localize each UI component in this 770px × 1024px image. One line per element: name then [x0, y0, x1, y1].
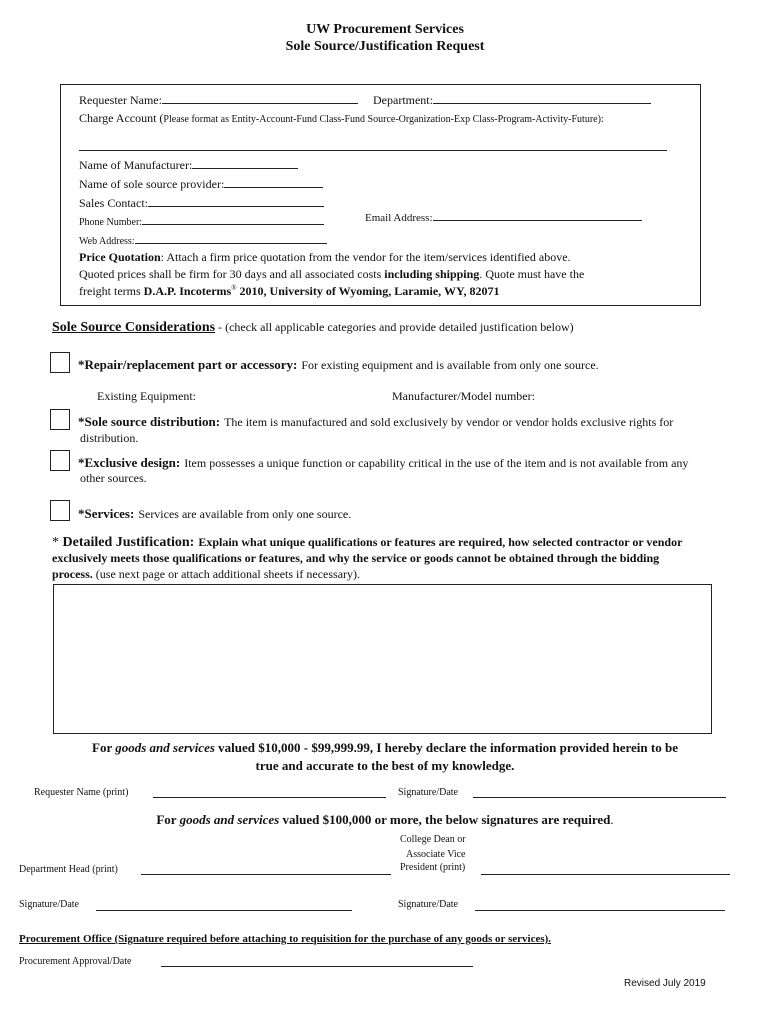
- justification-heading: Detailed Justification:: [62, 535, 195, 550]
- sales-contact-label: Sales Contact:: [79, 196, 148, 210]
- price-quote-text1: : Attach a firm price quotation from the vendor for the item/services identified above.: [160, 250, 571, 264]
- repair-part-title: *Repair/replacement part or accessory:: [78, 357, 298, 372]
- manufacturer-field[interactable]: [192, 157, 298, 169]
- provider-label: Name of sole source provider:: [79, 177, 225, 191]
- services-row: [78, 505, 351, 523]
- web-row: [79, 232, 327, 247]
- declaration-text: valued $10,000 - $99,999.99, I hereby declare the information provided herein to be: [214, 740, 678, 755]
- declaration-line1: [0, 740, 770, 756]
- charge-account-label: Charge Account (: [79, 111, 164, 125]
- requester-name-row: [79, 92, 358, 108]
- repair-part-checkbox[interactable]: [50, 352, 70, 373]
- price-quote-line2: [79, 267, 584, 282]
- sales-contact-field[interactable]: [148, 195, 324, 207]
- procurement-approval-label: Procurement Approval/Date: [19, 956, 132, 967]
- phone-label: Phone Number:: [79, 217, 143, 228]
- justification-line1: [52, 533, 682, 551]
- requester-print-field[interactable]: [153, 797, 386, 798]
- repair-part-row: [78, 356, 599, 374]
- phone-field[interactable]: [142, 213, 324, 225]
- form-title-line1: UW Procurement Services: [306, 22, 464, 37]
- large-purchase-for: For: [156, 812, 180, 827]
- large-purchase-goods: goods and services: [179, 812, 280, 827]
- justification-note: (use next page or attach additional sheets if necessary).: [92, 567, 361, 581]
- requester-signature-label: Signature/Date: [398, 787, 458, 798]
- email-label: Email Address:: [365, 212, 433, 224]
- sole-distribution-checkbox[interactable]: [50, 409, 70, 430]
- sales-contact-row: [79, 195, 324, 211]
- considerations-heading: Sole Source Considerations: [52, 320, 216, 335]
- sole-distribution-title: *Sole source distribution:: [78, 414, 221, 429]
- existing-equipment-label: Existing Equipment:: [97, 389, 196, 403]
- justification-line3: [52, 567, 360, 582]
- requester-name-field[interactable]: [162, 92, 358, 104]
- dean-label-1: College Dean or: [400, 834, 466, 845]
- exclusive-design-text2: other sources.: [80, 471, 147, 485]
- department-label: Department:: [373, 93, 433, 107]
- dept-head-signature-label: Signature/Date: [19, 899, 79, 910]
- department-row: [373, 92, 651, 108]
- dept-head-label: Department Head (print): [19, 864, 118, 875]
- considerations-note: - (check all applicable categories and provide detailed justification below): [215, 320, 574, 334]
- justification-process: process.: [52, 567, 93, 581]
- charge-account-row: [79, 111, 604, 126]
- services-text: Services are available from only one source.: [138, 507, 352, 521]
- phone-row: [79, 213, 324, 228]
- services-checkbox[interactable]: [50, 500, 70, 521]
- price-quote-shipping: including shipping: [384, 267, 480, 281]
- declaration-for: For: [92, 740, 116, 755]
- dept-head-signature-field[interactable]: [96, 910, 352, 911]
- exclusive-design-row: [78, 454, 688, 472]
- charge-account-hint: Please format as Entity-Account-Fund Class-Fund Source-Organization-Exp Class-Program-Activity-Future):: [163, 114, 604, 125]
- form-title-line2: Sole Source/Justification Request: [285, 39, 485, 54]
- price-quote-line1: [79, 250, 571, 265]
- dean-label-2: Associate Vice: [406, 849, 466, 860]
- large-purchase-period: .: [610, 812, 614, 827]
- procurement-approval-field[interactable]: [161, 966, 473, 967]
- incoterms-location: 2010, University of Wyoming, Laramie, WY, 82071: [236, 284, 500, 298]
- procurement-heading: Procurement Office (Signature required before attaching to requisition for the purchase of any goods or services).: [19, 933, 552, 945]
- web-label: Web Address:: [79, 236, 135, 247]
- declaration-goods: goods and services: [115, 740, 215, 755]
- revised-date: Revised July 2019: [624, 978, 706, 989]
- requester-print-label: Requester Name (print): [34, 787, 129, 798]
- provider-row: [79, 176, 323, 192]
- requester-signature-field[interactable]: [473, 797, 726, 798]
- justification-text2: exclusively meets those qualifications or features, and why the service or goods cannot be obtained through the bidding: [52, 551, 660, 565]
- justification-textarea[interactable]: [53, 584, 712, 734]
- provider-field[interactable]: [224, 176, 323, 188]
- dean-signature-field[interactable]: [475, 910, 725, 911]
- requester-name-label: Requester Name:: [79, 93, 162, 107]
- justification-star: *: [52, 535, 63, 550]
- price-quote-text3a: freight terms: [79, 284, 144, 298]
- email-row: [365, 209, 642, 224]
- manufacturer-label: Name of Manufacturer:: [79, 158, 193, 172]
- considerations-heading-row: [52, 320, 574, 336]
- web-field[interactable]: [135, 232, 327, 244]
- large-purchase-text: valued $100,000 or more, the below signatures are required: [279, 812, 611, 827]
- price-quote-line3: [79, 284, 500, 299]
- manufacturer-model-label: Manufacturer/Model number:: [392, 389, 535, 403]
- dept-head-field[interactable]: [141, 874, 391, 875]
- charge-account-field[interactable]: [79, 150, 667, 151]
- exclusive-design-title: *Exclusive design:: [78, 455, 181, 470]
- justification-text1: Explain what unique qualifications or features are required, how selected contractor or vendor: [198, 535, 683, 549]
- large-purchase-heading: [0, 812, 770, 828]
- price-quote-label: Price Quotation: [79, 250, 161, 264]
- incoterms-label: D.A.P. Incoterms: [143, 284, 232, 298]
- dean-label-3: President (print): [400, 862, 466, 873]
- manufacturer-row: [79, 157, 298, 173]
- repair-part-text: For existing equipment and is available from only one source.: [301, 358, 599, 372]
- dean-signature-label: Signature/Date: [398, 899, 458, 910]
- price-quote-text2a: Quoted prices shall be firm for 30 days and all associated costs: [79, 267, 385, 281]
- email-field[interactable]: [433, 209, 642, 221]
- sole-distribution-text2: distribution.: [80, 431, 139, 445]
- department-field[interactable]: [433, 92, 651, 104]
- exclusive-design-checkbox[interactable]: [50, 450, 70, 471]
- sole-distribution-text: The item is manufactured and sold exclusively by vendor or vendor holds exclusive rights for: [224, 415, 674, 429]
- declaration-line2: true and accurate to the best of my knowledge.: [255, 758, 515, 773]
- registered-mark: ®: [231, 284, 237, 292]
- price-quote-text2c: . Quote must have the: [479, 267, 585, 281]
- services-title: *Services:: [78, 506, 135, 521]
- exclusive-design-text: Item possesses a unique function or capability critical in the use of the item and is not available from any: [184, 456, 689, 470]
- sole-distribution-row: [78, 413, 673, 431]
- dean-print-field[interactable]: [481, 874, 730, 875]
